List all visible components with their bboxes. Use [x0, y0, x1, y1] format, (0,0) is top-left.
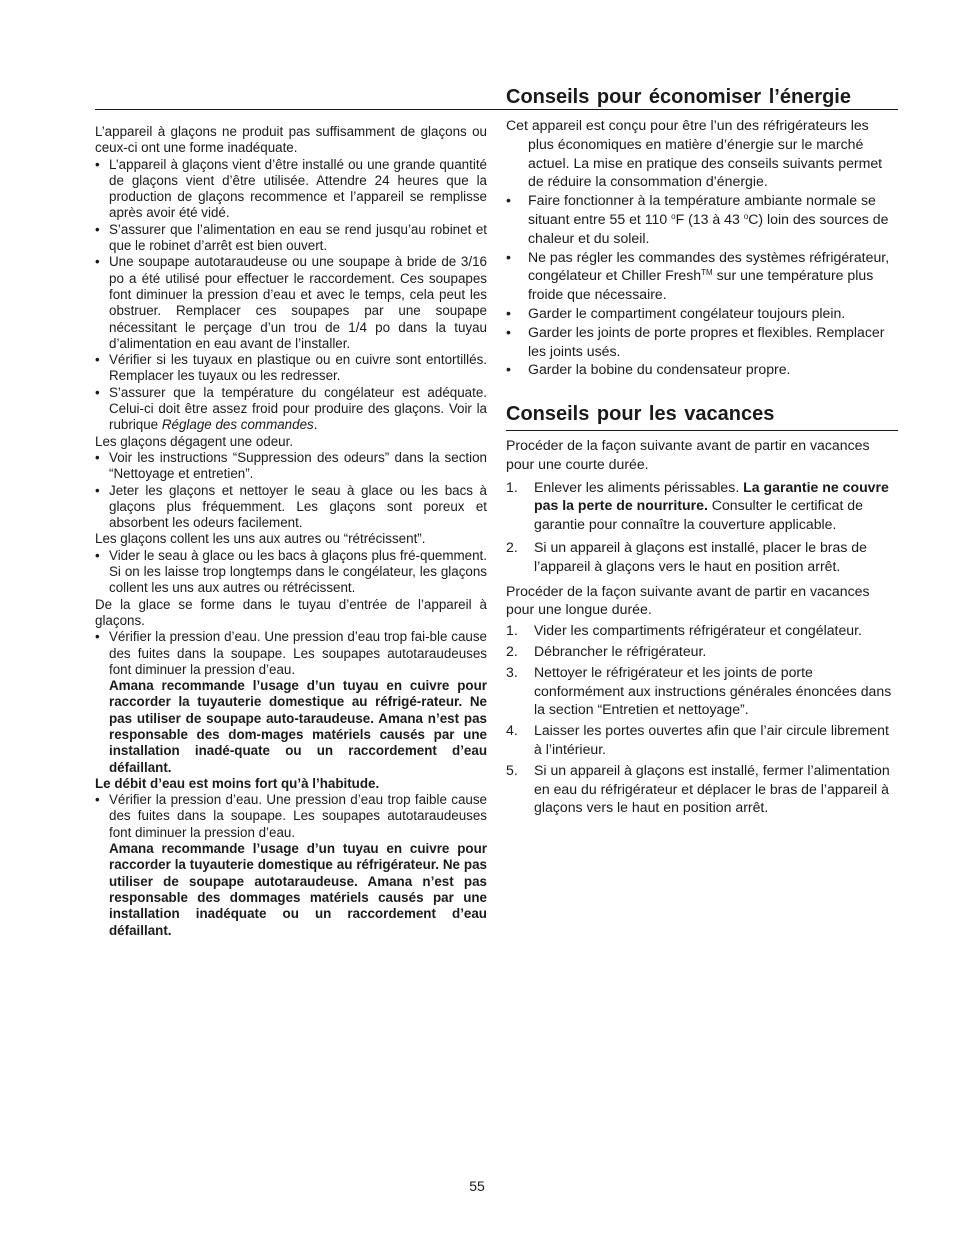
list-item: 5. Si un appareil à glaçons est installé, fermer l’alimentation en eau du réfrigérateur et déplacer le bras de l’appareil à glaçons vers le haut en position arrêt.: [506, 761, 890, 816]
long-vacation-intro: Procéder de la façon suivante avant de partir en vacances pour une longue durée.: [506, 582, 870, 618]
controls-reference: Réglage des commandes: [161, 417, 314, 433]
list-item: • Ne pas régler les commandes des systèmes réfrigérateur, congélateur et Chiller Fresh™ sur une température plus froide que nécessaire.: [506, 248, 890, 303]
ice-maker-troubleshooting: [95, 124, 487, 939]
ice-problem-title: Les glaçons dégagent une odeur.: [95, 433, 294, 449]
list-item: • Voir les instructions “Suppression des odeurs” dans la section “Nettoyage et entretien”.: [95, 449, 487, 482]
top-rule: [95, 109, 898, 110]
list-item: 2. Si un appareil à glaçons est installé, placer le bras de l’appareil à glaçons vers le haut en position arrêt.: [506, 538, 867, 574]
list-item: • S’assurer que l’alimentation en eau se rend jusqu’au robinet et que le robinet d’arrêt est bien ouvert.: [95, 221, 487, 254]
page-number: 55: [469, 1178, 485, 1194]
list-item: • Vider le seau à glace ou les bacs à glaçons plus fré-quemment. Si on les laisse trop longtemps dans le congélateur, les glaçons collent les uns aux autres ou rétrécissent.: [95, 547, 487, 596]
list-item: • Faire fonctionner à la température ambiante normale se situant entre 55 et 110 $^o$F (13 à 43 $^o$C) loin des sources de chaleur et du soleil.: [506, 192, 889, 246]
energy-tips-heading: Conseils pour économiser l’énergie: [506, 86, 851, 108]
warning-text: Amana recommande l’usage d’un tuyau en cuivre pour raccorder la tuyauterie domestique au réfrigé-rateur. Ne pas utiliser de soupape auto-taraudeuse. Amana n’est pas responsable des dom-mages matériels causés par une installation inadé-quate ou un raccordement d’eau défaillant.: [109, 678, 487, 775]
list-item: • Garder la bobine du condensateur propre.: [506, 361, 791, 378]
energy-intro: Cet appareil est conçu pour être l’un des réfrigérateurs les plus économiques en matière d’énergie sur le marché actuel. La mise en pratique des conseils suivants permet de réduire la consommation d’énergie.: [506, 117, 883, 190]
list-item: • Garder les joints de porte propres et flexibles. Remplacer les joints usés.: [506, 323, 885, 359]
list-item: 3. Nettoyer le réfrigérateur et les joints de porte conformément aux instructions générales énoncées dans la section “Entretien et nettoyage”.: [506, 663, 892, 718]
vacation-rule: [506, 430, 898, 431]
energy-tips: [506, 116, 898, 379]
list-item: • Vérifier si les tuyaux en plastique ou en cuivre sont entortillés. Remplacer les tuyaux ou les redresser.: [95, 352, 487, 384]
list-item: 4. Laisser les portes ouvertes afin que l’air circule librement à l’intérieur.: [506, 722, 889, 757]
warranty-note: La garantie ne couvre pas la perte de nourriture.: [534, 478, 889, 514]
list-item: 1. Enlever les aliments périssables. La garantie ne couvre pas la perte de nourriture. Consulter le certificat de garantie pour connaître la couverture applicable.: [506, 478, 889, 533]
list-item: • Garder le compartiment congélateur toujours plein.: [506, 304, 846, 321]
list-item: • Une soupape autotaraudeuse ou une soupape à bride de 3/16 po a été utilisé pour effectuer le raccordement. Ces soupapes font diminuer la pression d’eau et avec le temps, cela peut les obstruer. Remplacer ces soupapes par une soupape nécessitant le perçage d’un trou de 1/4 po dans la tuyau d’alimentation en eau avant de l’installer.: [95, 254, 487, 351]
ice-problem-title: Le débit d’eau est moins fort qu’à l’habitude.: [95, 775, 380, 791]
vacation-tips: [506, 436, 898, 817]
list-item: • Vérifier la pression d’eau. Une pression d’eau trop fai-ble cause des fuites dans la soupape. Les soupapes autotaraudeuses font diminuer la pression d’eau. Amana recommande l’usage d’un tuyau en cuivre pour raccorder la tuyauterie domestique au réfrigé-rateur. Ne pas utiliser de soupape auto-taraudeuse. Amana n’est pas responsable des dom-mages matériels causés par une installation inadé-quate ou un raccordement d’eau défaillant.: [95, 629, 487, 775]
list-item: 1. Vider les compartiments réfrigérateur et congélateur.: [506, 622, 862, 639]
list-item: • S’assurer que la température du congélateur est adéquate. Celui-ci doit être assez froid pour produire des glaçons. Voir la rubrique Réglage des commandes.: [95, 384, 487, 433]
list-item: • L’appareil à glaçons vient d’être installé ou une grande quantité de glaçons vient d’être utilisée. Attendre 24 heures que la production de glaçons recommence et l’appareil se remplisse après avoir été vidé.: [95, 156, 487, 221]
list-item: • Jeter les glaçons et nettoyer le seau à glace ou les bacs à glaçons plus fréquemment. Les glaçons sont poreux et absorbent les odeurs facilement.: [95, 482, 487, 531]
ice-problem-title: L’appareil à glaçons ne produit pas suffisamment de glaçons ou ceux-ci ont une forme inadéquate.: [95, 124, 487, 156]
ice-problem-title: Les glaçons collent les uns aux autres ou “rétrécissent”.: [95, 531, 426, 547]
list-item: • Vérifier la pression d’eau. Une pression d’eau trop faible cause des fuites dans la soupape. Les soupapes autotaraudeuses font diminuer la pression d’eau. Amana recommande l’usage d’un tuyau en cuivre pour raccorder la tuyauterie domestique au réfrigérateur. Ne pas utiliser de soupape autotaraudeuse. Amana n’est pas responsable des dommages matériels causés par une installation inadéquate ou un raccordement d’eau défaillant.: [95, 792, 487, 938]
ice-problem-title: De la glace se forme dans le tuyau d’entrée de l’appareil à glaçons.: [95, 596, 487, 628]
short-vacation-intro: Procéder de la façon suivante avant de partir en vacances pour une courte durée.: [506, 437, 870, 472]
list-item: 2. Débrancher le réfrigérateur.: [506, 642, 707, 659]
vacation-tips-heading: Conseils pour les vacances: [506, 403, 775, 425]
warning-text: Amana recommande l’usage d’un tuyau en cuivre pour raccorder la tuyauterie domestique au réfrigérateur. Ne pas utiliser de soupape autotaraudeuse. Amana n’est pas responsable des dommages matériels causés par une installation inadéquate ou un raccordement d’eau défaillant.: [109, 841, 487, 938]
